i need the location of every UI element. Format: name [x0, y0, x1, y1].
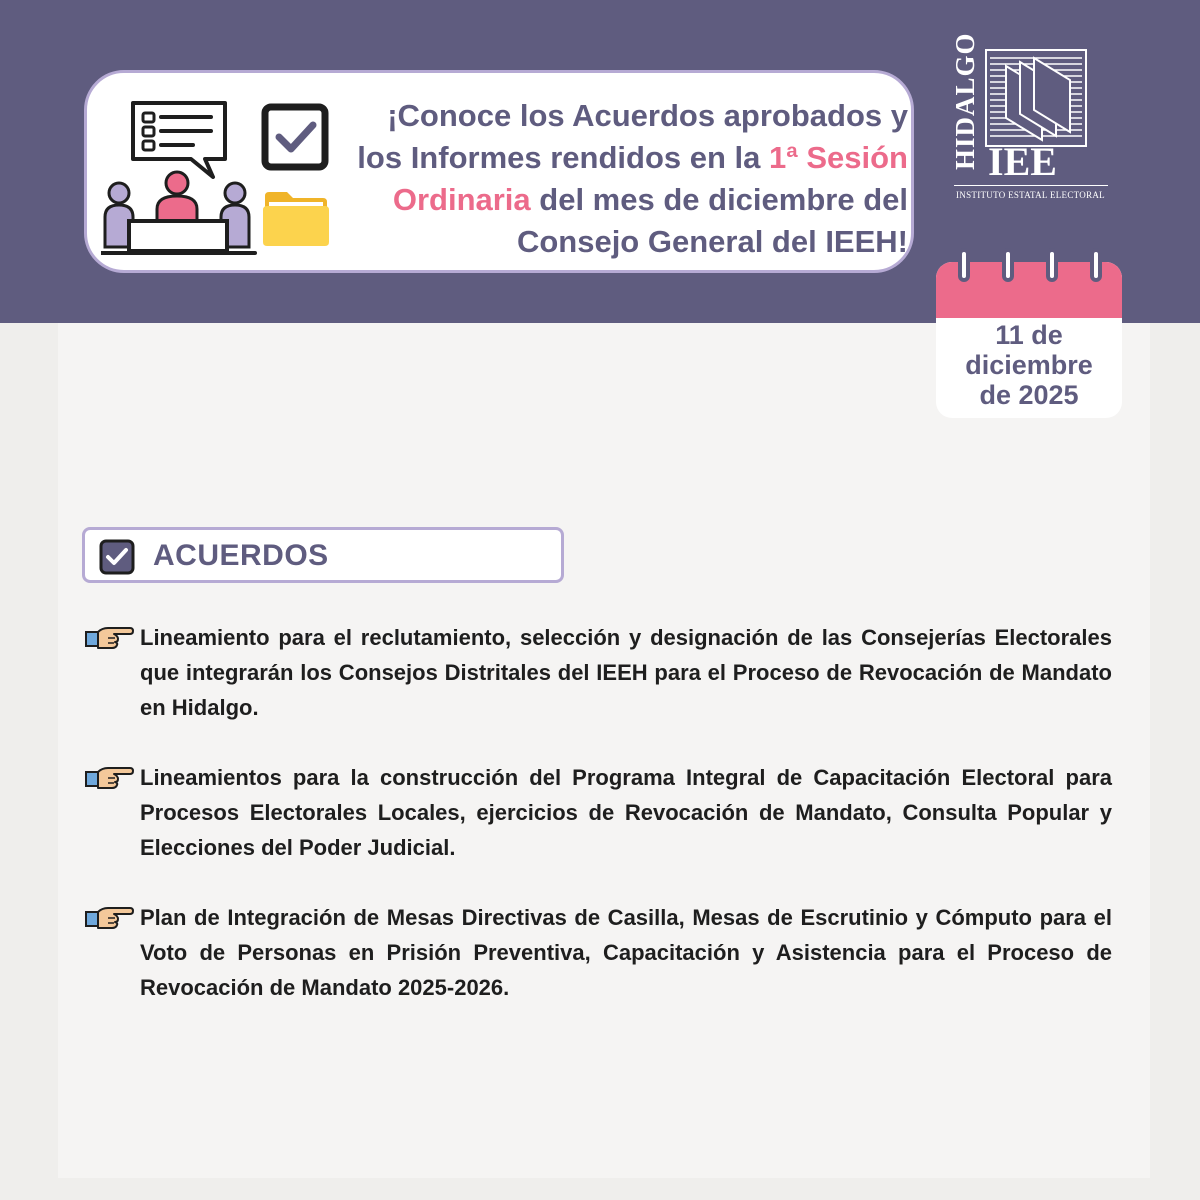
- title-highlight-ordinaria: Ordinaria: [392, 182, 531, 217]
- page-title: [333, 95, 908, 263]
- logo-mark-icon: [984, 48, 1088, 148]
- logo-subtitle: INSTITUTO ESTATAL ELECTORAL: [956, 190, 1105, 200]
- calendar-date: [936, 320, 1122, 410]
- title-highlight-session: 1ª Sesión: [769, 140, 908, 175]
- date-month: diciembre: [965, 350, 1093, 380]
- calendar-icon: [936, 262, 1122, 418]
- folder-icon: [261, 188, 331, 250]
- date-year: de 2025: [979, 380, 1079, 410]
- title-line-4: Consejo General del IEEH!: [516, 224, 908, 259]
- section-title: ACUERDOS: [153, 539, 329, 572]
- calendar-ring: [1002, 248, 1014, 282]
- pointing-hand-icon: [84, 624, 134, 650]
- calendar-ring: [958, 248, 970, 282]
- meeting-icon: [101, 97, 261, 257]
- item-text: Plan de Integración de Mesas Directivas de Casilla, Mesas de Escrutinio y Cómputo para el Voto de Personas en Prisión Preventiva, Capacitación y Asistencia para el Proceso de Revocación de Mandato 2025-2026.: [140, 905, 1112, 1000]
- date-day: 11 de: [995, 320, 1063, 350]
- logo-vertical-text: HIDALGO: [950, 32, 980, 170]
- title-line-3: del mes de diciembre del: [530, 182, 908, 217]
- title-line-2: los Informes rendidos en la: [357, 140, 770, 175]
- item-text: Lineamientos para la construcción del Programa Integral de Capacitación Electoral para Procesos Electorales Locales, ejercicios de Revocación de Mandato, Consulta Popular y Elecciones del Poder Judicial.: [140, 765, 1112, 860]
- calendar-ring: [1046, 248, 1058, 282]
- pointing-hand-icon: [84, 764, 134, 790]
- content-paper: [58, 323, 1150, 1178]
- checkbox-icon: [99, 539, 135, 575]
- calendar-ring: [1090, 248, 1102, 282]
- title-line-1: ¡Conoce los Acuerdos aprobados y: [387, 98, 908, 133]
- checkbox-icon: [261, 103, 329, 171]
- pointing-hand-icon: [84, 904, 134, 930]
- logo-divider: [954, 185, 1108, 186]
- ieeh-logo: [948, 32, 1113, 214]
- logo-acronym: IEE: [988, 139, 1057, 184]
- title-card: [84, 70, 914, 273]
- section-header-acuerdos: [82, 527, 564, 583]
- item-text: Lineamiento para el reclutamiento, selección y designación de las Consejerías Electorales que integrarán los Consejos Distritales del IEEH para el Proceso de Revocación de Mandato en Hidalgo.: [140, 625, 1112, 720]
